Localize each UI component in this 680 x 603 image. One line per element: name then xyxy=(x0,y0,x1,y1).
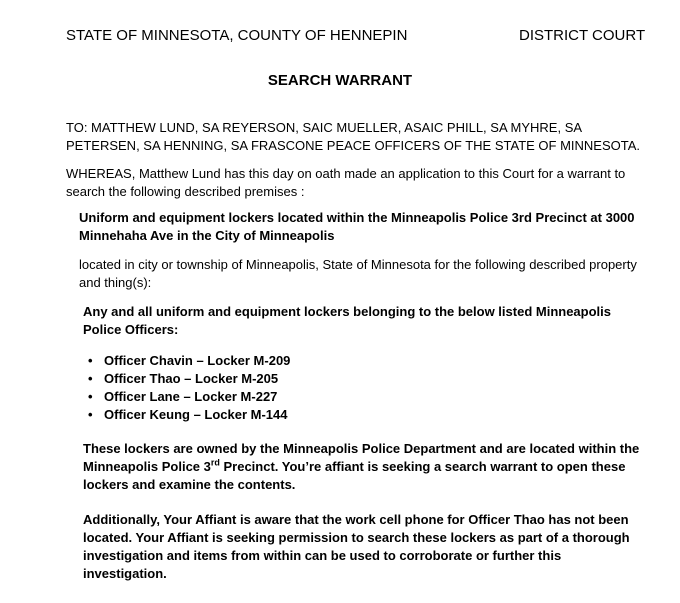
bullet-icon: • xyxy=(88,353,93,368)
officer-locker-entry: Officer Lane – Locker M-227 xyxy=(104,389,278,404)
officer-locker-entry: Officer Chavin – Locker M-209 xyxy=(104,353,291,368)
bullet-icon: • xyxy=(88,407,93,422)
location-paragraph: located in city or township of Minneapolis, State of Minnesota for the following described property and thing(s): xyxy=(79,257,637,290)
bullet-icon: • xyxy=(88,389,93,404)
document-title: SEARCH WARRANT xyxy=(267,72,413,89)
additional-paragraph: Additionally, Your Affiant is aware that the work cell phone for Officer Thao has not been located. Your Affiant is seeking permission to search these lockers as part of a thorough investigation and items from within can be used to corroborate or further this investigation. xyxy=(83,512,630,581)
ownership-text-part2: Precinct. You’re affiant is seeking a search warrant to open these lockers and examine the contents. xyxy=(83,459,626,492)
list-item xyxy=(88,370,290,388)
ownership-text-part1: These lockers are owned by the Minneapolis Police Department and are located within the Minneapolis Police 3 xyxy=(83,441,640,474)
ownership-paragraph xyxy=(83,440,643,494)
list-item xyxy=(88,388,290,406)
whereas-paragraph: WHEREAS, Matthew Lund has this day on oath made an application to this Court for a warrant to search the following described premises : xyxy=(66,166,626,199)
officer-locker-entry: Officer Thao – Locker M-205 xyxy=(104,371,279,386)
ordinal-superscript: rd xyxy=(210,457,220,468)
to-paragraph: TO: MATTHEW LUND, SA REYERSON, SAIC MUELLER, ASAIC PHILL, SA MYHRE, SA PETERSEN, SA HENNING, SA FRASCONE PEACE OFFICERS OF THE STATE OF MINNESOTA. xyxy=(66,120,641,153)
list-item xyxy=(88,406,290,424)
premises-description: Uniform and equipment lockers located within the Minneapolis Police 3rd Precinct at 3000 Minnehaha Ave in the City of Minneapolis xyxy=(79,210,635,243)
court-name-header: DISTRICT COURT xyxy=(519,27,646,44)
property-description: Any and all uniform and equipment lockers belonging to the below listed Minneapolis Police Officers: xyxy=(83,304,611,337)
officer-locker-entry: Officer Keung – Locker M-144 xyxy=(104,407,288,422)
court-jurisdiction-header: STATE OF MINNESOTA, COUNTY OF HENNEPIN xyxy=(66,27,408,44)
officer-locker-list xyxy=(88,352,290,424)
bullet-icon: • xyxy=(88,371,93,386)
list-item xyxy=(88,352,290,370)
